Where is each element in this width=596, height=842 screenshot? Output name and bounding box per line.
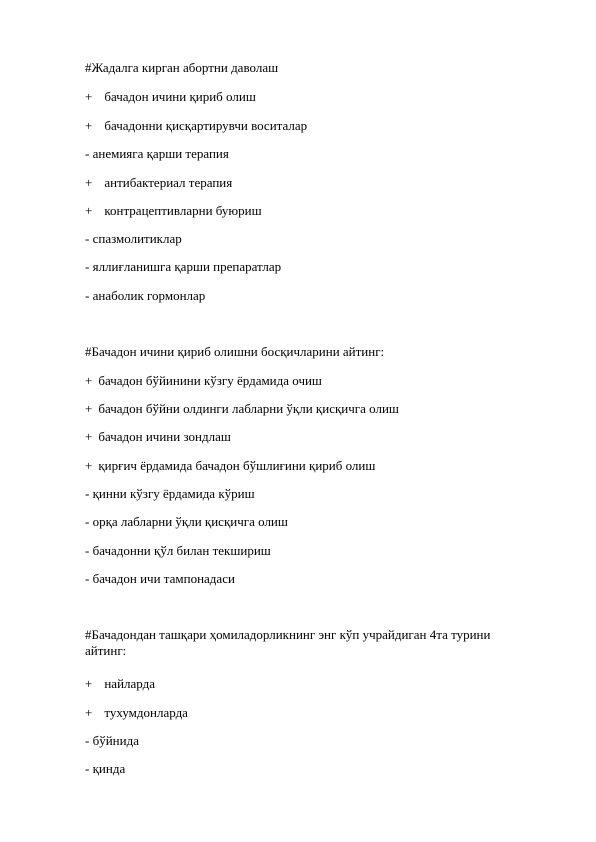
answer-mark: - xyxy=(85,146,90,161)
answer-text: антибактериал терапия xyxy=(104,175,233,190)
answer-text: тухумдонларда xyxy=(104,705,188,720)
answer-incorrect xyxy=(85,259,281,275)
answer-text: найларда xyxy=(104,676,155,691)
answer-text: бачадон бўйинини кўзгу ёрдамида очиш xyxy=(98,373,322,388)
answer-mark: + xyxy=(85,89,93,104)
answer-correct xyxy=(85,458,375,474)
answer-correct xyxy=(85,118,307,134)
answer-mark: + xyxy=(85,676,93,691)
answer-incorrect xyxy=(85,543,271,559)
answer-mark: + xyxy=(85,401,93,416)
answer-incorrect xyxy=(85,733,139,749)
answer-text: қинда xyxy=(92,761,126,776)
answer-incorrect xyxy=(85,146,229,162)
answer-mark: + xyxy=(85,203,93,218)
question-title: #Жадалга кирган абортни даволаш xyxy=(85,60,279,75)
answer-mark: - xyxy=(85,571,90,586)
question-title: #Бачадон ичини қириб олишни босқичларини айтинг: xyxy=(85,344,385,359)
answer-incorrect xyxy=(85,571,235,587)
answer-mark: - xyxy=(85,486,90,501)
answer-text: анемияга қарши терапия xyxy=(92,146,229,161)
answer-correct xyxy=(85,705,188,721)
answer-mark: - xyxy=(85,288,90,303)
answer-correct xyxy=(85,89,256,105)
answer-incorrect xyxy=(85,288,205,304)
answer-mark: + xyxy=(85,118,93,133)
answer-text: яллиғланишга қарши препаратлар xyxy=(92,259,282,274)
answer-text: қирғич ёрдамида бачадон бўшлиғини қириб олиш xyxy=(98,458,376,473)
answer-correct xyxy=(85,175,232,191)
answer-incorrect xyxy=(85,761,125,777)
answer-text: бачадонни қўл билан текшириш xyxy=(92,543,271,558)
answer-mark: + xyxy=(85,705,93,720)
answer-mark: - xyxy=(85,514,90,529)
answer-correct xyxy=(85,401,399,417)
answer-mark: + xyxy=(85,429,93,444)
answer-mark: - xyxy=(85,259,90,274)
answer-text: бўйнида xyxy=(92,733,139,748)
answer-text: спазмолитиклар xyxy=(92,231,182,246)
answer-text: контрацептивларни буюриш xyxy=(104,203,262,218)
answer-text: бачадон бўйни олдинги лабларни ўқли қисқичга олиш xyxy=(98,401,399,416)
answer-incorrect xyxy=(85,231,182,247)
answer-mark: - xyxy=(85,543,90,558)
answer-text: бачадон ичи тампонадаси xyxy=(92,571,235,586)
answer-correct xyxy=(85,203,262,219)
question-title: #Бачадондан ташқари ҳомиладорликнинг энг кўп учрайдиган 4та турини айтинг: xyxy=(85,627,491,658)
answer-mark: + xyxy=(85,458,93,473)
answer-mark: - xyxy=(85,231,90,246)
answer-correct xyxy=(85,676,155,692)
answer-mark: - xyxy=(85,733,90,748)
answer-mark: + xyxy=(85,373,93,388)
answer-text: бачадон ичини қириб олиш xyxy=(104,89,256,104)
answer-incorrect xyxy=(85,514,288,530)
answer-mark: - xyxy=(85,761,90,776)
answer-text: бачадонни қисқартирувчи воситалар xyxy=(104,118,308,133)
answer-text: анаболик гормонлар xyxy=(92,288,206,303)
answer-text: бачадон ичини зондлаш xyxy=(98,429,231,444)
answer-correct xyxy=(85,429,231,445)
answer-mark: + xyxy=(85,175,93,190)
answer-text: орқа лабларни ўқли қисқичга олиш xyxy=(92,514,288,529)
answer-text: қинни кўзгу ёрдамида кўриш xyxy=(92,486,255,501)
answer-incorrect xyxy=(85,486,255,502)
answer-correct xyxy=(85,373,322,389)
